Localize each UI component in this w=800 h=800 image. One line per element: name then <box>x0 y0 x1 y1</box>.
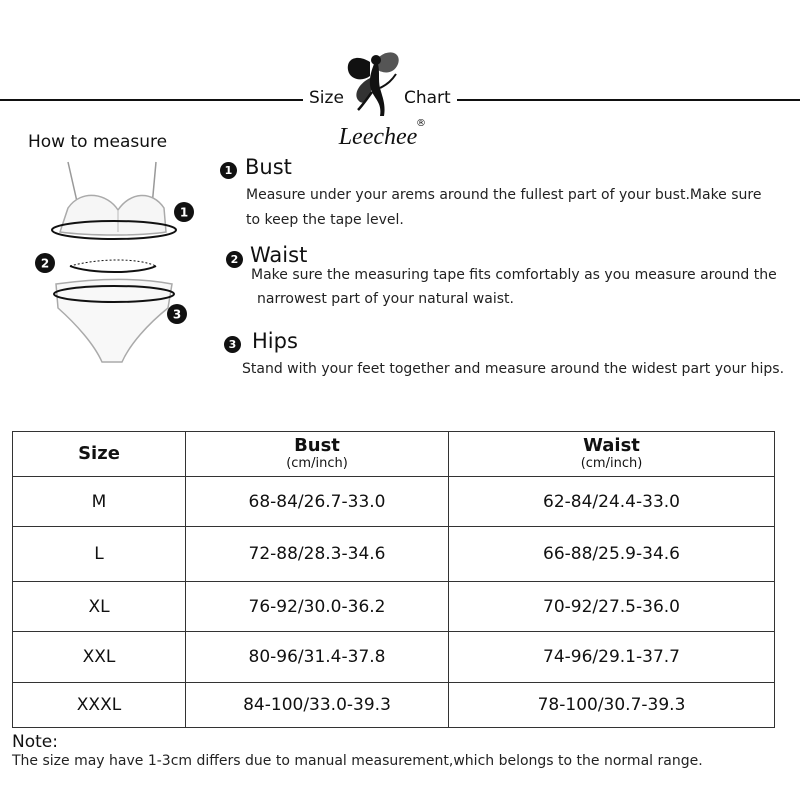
header-rule-left <box>0 99 303 101</box>
bust-cell: 76-92/30.0-36.2 <box>186 582 449 632</box>
table-row <box>13 683 775 728</box>
bust-cell: 72-88/28.3-34.6 <box>186 527 449 582</box>
how-to-measure-title: How to measure <box>28 132 168 152</box>
header-waist: Waist (cm/inch) <box>449 432 775 477</box>
fairy-wing-icon <box>348 58 370 80</box>
fairy-wing-right-icon <box>378 52 399 72</box>
bust-line-1: Measure under your arems around the fullest part of your bust.Make sure <box>246 187 762 203</box>
header-title-size: Size <box>309 88 344 108</box>
waist-tape-icon <box>70 266 156 272</box>
hips-number-badge: 3 <box>224 336 241 353</box>
waist-line-1: Make sure the measuring tape fits comfortably as you measure around the <box>251 267 777 283</box>
waist-number-badge: 2 <box>226 251 243 268</box>
registered-mark: ® <box>416 118 426 129</box>
waist-cell: 70-92/27.5-36.0 <box>449 582 775 632</box>
table-header-row <box>13 432 775 477</box>
size-cell: L <box>13 527 186 582</box>
header-title-chart: Chart <box>404 88 451 108</box>
measure-figure <box>30 158 200 370</box>
bust-cell: 84-100/33.0-39.3 <box>186 683 449 728</box>
waist-cell: 74-96/29.1-37.7 <box>449 632 775 683</box>
waist-cell: 62-84/24.4-33.0 <box>449 477 775 527</box>
figure-label-2: 2 <box>40 256 50 271</box>
bust-cell: 68-84/26.7-33.0 <box>186 477 449 527</box>
bust-number-badge: 1 <box>220 162 237 179</box>
size-table <box>12 431 775 728</box>
bust-line-2: to keep the tape level. <box>246 212 404 228</box>
table-row <box>13 632 775 683</box>
size-cell: M <box>13 477 186 527</box>
brand-name: Leechee <box>338 124 418 150</box>
size-cell: XXXL <box>13 683 186 728</box>
waist-cell: 78-100/30.7-39.3 <box>449 683 775 728</box>
fairy-wing-lower-icon <box>356 78 372 103</box>
figure-label-3: 3 <box>172 307 182 322</box>
size-cell: XL <box>13 582 186 632</box>
bra-icon <box>60 195 166 235</box>
size-cell: XXL <box>13 632 186 683</box>
note-title: Note: <box>12 732 58 752</box>
figure-label-1: 1 <box>179 205 189 220</box>
note-text: The size may have 1-3cm differs due to manual measurement,which belongs to the normal range. <box>12 753 703 769</box>
table-row <box>13 477 775 527</box>
header-size: Size <box>13 432 186 477</box>
bust-cell: 80-96/31.4-37.8 <box>186 632 449 683</box>
panty-icon <box>56 280 172 363</box>
waist-title: Waist <box>250 243 308 267</box>
table-row <box>13 582 775 632</box>
header-rule-right <box>457 99 800 101</box>
hips-line-1: Stand with your feet together and measure around the widest part your hips. <box>242 361 785 377</box>
hips-title: Hips <box>252 329 298 353</box>
waist-line-2: narrowest part of your natural waist. <box>257 291 514 307</box>
bust-title: Bust <box>245 155 292 179</box>
table-row <box>13 527 775 582</box>
fairy-head-icon <box>371 55 381 65</box>
header-bust: Bust (cm/inch) <box>186 432 449 477</box>
waist-cell: 66-88/25.9-34.6 <box>449 527 775 582</box>
brand-logo <box>318 44 438 156</box>
